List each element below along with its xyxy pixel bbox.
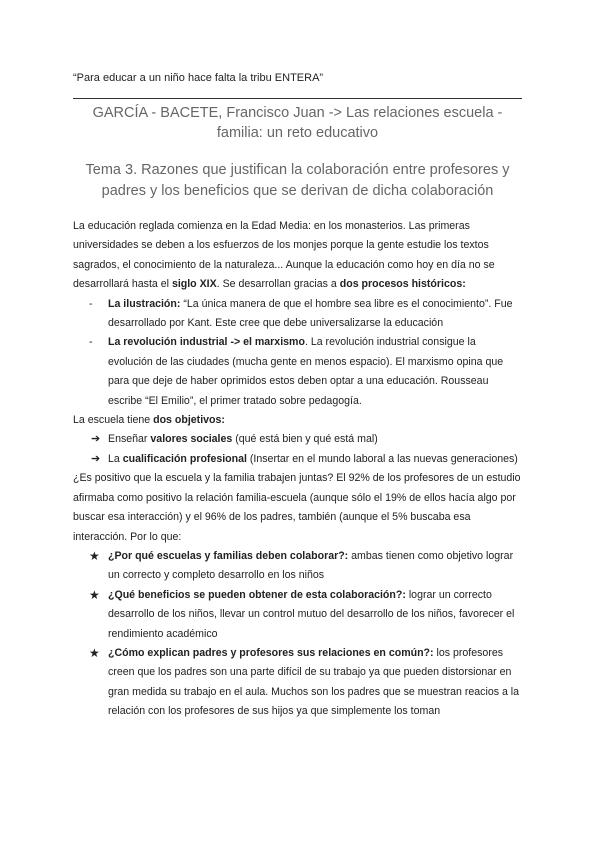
list-item: ➔ La cualificación profesional (Insertar en el mundo laboral a las nuevas generaciones) bbox=[73, 450, 523, 469]
star-icon: ★ bbox=[89, 587, 100, 602]
section-title: Tema 3. Razones que justifican la colaboración entre profesores y padres y los beneficios que se derivan de dicha colaboración bbox=[85, 162, 510, 199]
processes-list bbox=[73, 295, 523, 411]
arrow-icon: ➔ bbox=[91, 452, 101, 465]
question-paragraph: ¿Es positivo que la escuela y la familia trabajen juntas? El 92% de los profesores de un estudio afirmaba como positivo la relación familia-escuela (aunque sólo el 19% de ellos hacía algo por buscar esa interacción) y el 96% de los padres, también (aunque el 5% buscaba esa interacción. Por lo que: bbox=[73, 472, 521, 543]
list-item: - La ilustración: “La única manera de que el hombre sea libre es el conocimiento”. Fue desarrollado por Kant. Este cree que debe universalizarse la educación bbox=[73, 295, 523, 334]
questions-list bbox=[73, 547, 523, 722]
header-divider bbox=[73, 98, 522, 99]
dash-bullet: - bbox=[89, 297, 93, 310]
list-item: ★ ¿Cómo explican padres y profesores sus relaciones en común?: los profesores creen que los padres son una parte difícil de su trabajo ya que pueden distorsionar en gran medida su trabajo en el aula. Muchos son los padres que se muestran reacios a la relación con los profesores de sus hijos ya que simplemente los toman bbox=[89, 645, 520, 718]
header-quote: “Para educar a un niño hace falta la tribu ENTERA” bbox=[73, 72, 324, 84]
list-item: ➔ Enseñar valores sociales (qué está bien y qué está mal) bbox=[73, 430, 523, 449]
arrow-icon: ➔ bbox=[91, 433, 101, 446]
list-item: ★ ¿Por qué escuelas y familias deben colaborar?: ambas tienen como objetivo lograr un correcto y completo desarrollo en los niños bbox=[89, 548, 514, 582]
list-item: - La revolución industrial -> el marxismo. La revolución industrial consigue la evolución de las ciudades (mucha gente en menos espacio). El marxismo opina que para que deje de haber oprimidos estos deben optar a una educación. Rousseau escribe “El Emilio”, el primer tratado sobre pedagogía. bbox=[73, 333, 523, 411]
document-subtitle: GARCÍA - BACETE, Francisco Juan -> Las relaciones escuela - familia: un reto educativo bbox=[92, 105, 503, 141]
dash-bullet: - bbox=[89, 336, 93, 349]
intro-paragraph: La educación reglada comienza en la Edad Media: en los monasterios. Las primeras universidades se deben a los esfuerzos de los monjes porque la gente estudie los textos sagrados, el conocimiento de la naturaleza... Aunque la educación como hoy en día no se desarrollará hasta el siglo XIX. Se desarrollan gracias a dos procesos históricos: bbox=[73, 220, 495, 291]
list-item: ★ ¿Qué beneficios se pueden obtener de esta colaboración?: lograr un correcto desarrollo de los niños, llevar un control mutuo del desarrollo de los niños, favorecer el rendimiento académico bbox=[89, 587, 515, 640]
objectives-list bbox=[73, 430, 523, 469]
star-icon: ★ bbox=[89, 645, 100, 660]
document-body bbox=[73, 217, 523, 722]
star-icon: ★ bbox=[89, 548, 100, 563]
objectives-intro: La escuela tiene dos objetivos: bbox=[73, 414, 225, 427]
